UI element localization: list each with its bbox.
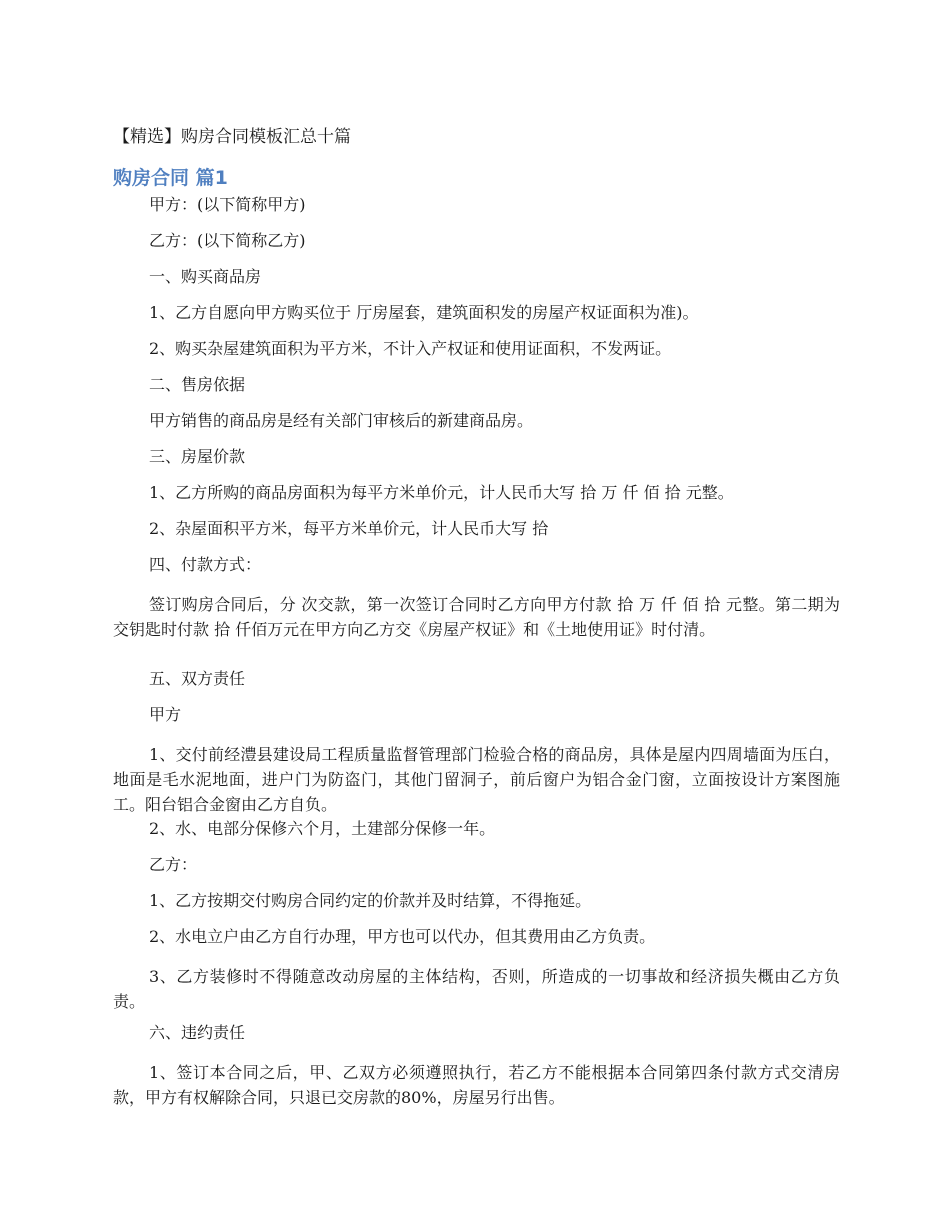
- paragraph: 1、交付前经澧县建设局工程质量监督管理部门检验合格的商品房，具体是屋内四周墙面为压白，地面是毛水泥地面，进户门为防盗门，其他门留洞子，前后窗户为铝合金门窗，立面按设计方案图施工。阳台铝合金窗由乙方自负。: [113, 745, 840, 814]
- document-title: 【精选】购房合同模板汇总十篇: [113, 127, 351, 147]
- paragraph: 2、购买杂屋建筑面积为平方米，不计入产权证和使用证面积，不发两证。: [149, 339, 672, 358]
- paragraph: 2、杂屋面积平方米，每平方米单价元，计人民币大写 拾: [149, 519, 549, 538]
- paragraph: 3、乙方装修时不得随意改动房屋的主体结构，否则，所造成的一切事故和经济损失概由乙方负责。: [113, 967, 840, 1011]
- paragraph: 乙方：: [149, 855, 198, 874]
- paragraph: 甲方销售的商品房是经有关部门审核后的新建商品房。: [149, 411, 534, 430]
- paragraph: 二、售房依据: [149, 375, 246, 394]
- paragraph: 2、水、电部分保修六个月，土建部分保修一年。: [149, 819, 496, 838]
- paragraph: 1、乙方自愿向甲方购买位于 厅房屋套，建筑面积发的房屋产权证面积为准)。: [149, 303, 699, 322]
- paragraph: 五、双方责任: [149, 669, 246, 688]
- paragraph: 乙方：(以下简称乙方): [149, 231, 306, 250]
- paragraph: 1、乙方按期交付购房合同约定的价款并及时结算，不得拖延。: [149, 891, 592, 910]
- paragraph: 一、购买商品房: [149, 267, 262, 286]
- paragraph: 甲方: [149, 705, 182, 724]
- paragraph: 六、违约责任: [149, 1023, 246, 1042]
- section-heading: 购房合同 篇1: [113, 167, 228, 189]
- paragraph: 1、乙方所购的商品房面积为每平方米单价元，计人民币大写 拾 万 仟 佰 拾 元整。: [149, 483, 734, 502]
- paragraph: 三、房屋价款: [149, 447, 246, 466]
- paragraph: 四、付款方式：: [149, 555, 262, 574]
- paragraph: 签订购房合同后，分 次交款，第一次签订合同时乙方向甲方付款 拾 万 仟 佰 拾 元整。第二期为交钥匙时付款 拾 仟佰万元在甲方向乙方交《房屋产权证》和《土地使用证》时付清。: [113, 595, 840, 639]
- paragraph: 甲方：(以下简称甲方): [149, 195, 306, 214]
- paragraph: 2、水电立户由乙方自行办理，甲方也可以代办，但其费用由乙方负责。: [149, 927, 656, 946]
- paragraph: 1、签订本合同之后，甲、乙双方必须遵照执行，若乙方不能根据本合同第四条付款方式交清房款，甲方有权解除合同，只退已交房款的80%，房屋另行出售。: [113, 1063, 840, 1107]
